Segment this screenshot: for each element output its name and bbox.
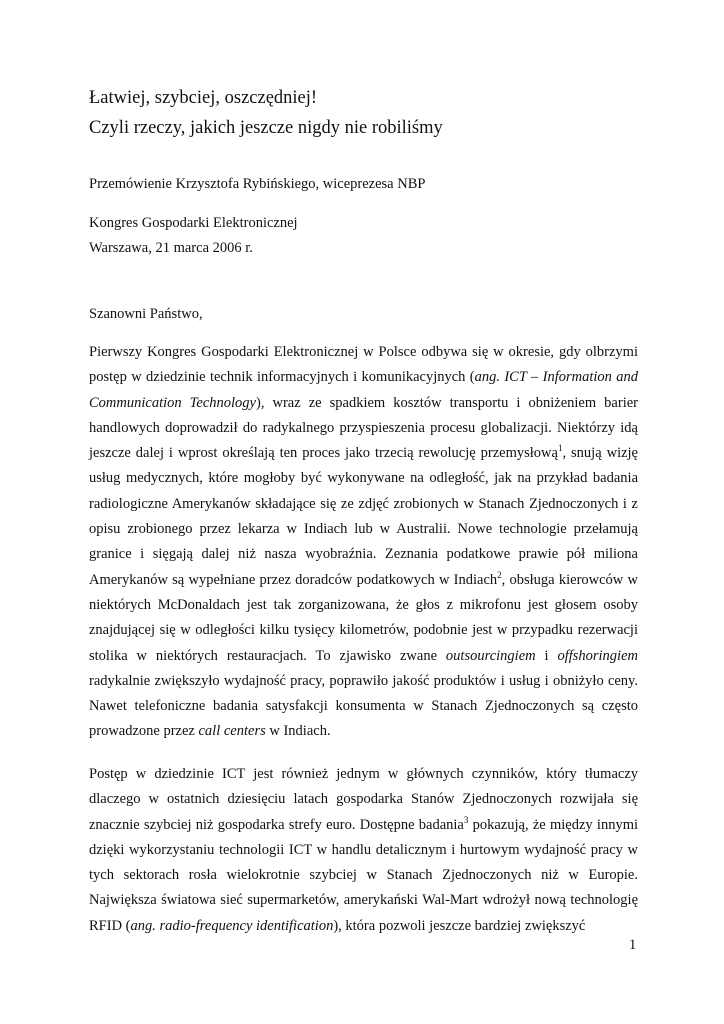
para1-text: w Indiach. bbox=[265, 723, 331, 740]
para1-text: Pierwszy Kongres Gospodarki Elektronicznej w Polsce odbywa się w okresie, gdy olbrzymi postęp w dziedzinie technik informacyjnych i komunikacyjnych ( bbox=[89, 344, 638, 386]
para2-text: ), która pozwoli jeszcze bardziej zwiększyć bbox=[333, 917, 586, 934]
footnote-ref-3[interactable]: 3 bbox=[463, 814, 469, 825]
footnote-ref-1[interactable]: 1 bbox=[557, 443, 563, 454]
title-line-2: Czyli rzeczy, jakich jeszcze nigdy nie robiliśmy bbox=[89, 118, 443, 138]
para1-text: , obsługa kierowców w niektórych McDonaldach jest tak zorganizowana, że głos z mikrofonu jest głosem osoby znajdującej się w odległości kilku tysięcy kilometrów, podobnie jest w przypadku rezerwacji stolika w niektórych restauracjach. To zjawisko zwane bbox=[89, 571, 638, 664]
para2-text: pokazują, że między innymi dzięki wykorzystaniu technologii ICT w handlu detalicznym i hurtowym wydajność pracy w tych sektorach rosła wielokrotnie szybciej w Stanach Zjednoczonych niż w Europie. Największa światowa sieć supermarketów, amerykański Wal-Mart wdrożył nową technologię RFID ( bbox=[89, 816, 638, 934]
para2-italic-rfid: ang. radio-frequency identification bbox=[130, 917, 334, 934]
para1-italic-offshoring: offshoringiem bbox=[557, 647, 638, 664]
para1-italic-outsourcing: outsourcingiem bbox=[445, 647, 536, 664]
paragraph-1 bbox=[89, 340, 638, 745]
para2-text: Postęp w dziedzinie ICT jest również jednym w głównych czynników, który tłumaczy dlaczego w ostatnich dziesięciu latach gospodarka Stanów Zjednoczonych rozwijała się znacznie szybciej niż gospodarka strefy euro. Dostępne badania bbox=[89, 766, 638, 833]
salutation: Szanowni Państwo, bbox=[89, 306, 203, 322]
event-name: Kongres Gospodarki Elektronicznej bbox=[89, 215, 298, 231]
para1-text: i bbox=[535, 647, 558, 664]
speech-author: Przemówienie Krzysztofa Rybińskiego, wiceprezesa NBP bbox=[89, 176, 426, 192]
para1-italic-ict: ang. ICT – Information and Communication Technology bbox=[89, 369, 638, 411]
place-date: Warszawa, 21 marca 2006 r. bbox=[89, 240, 253, 256]
para1-text: radykalnie zwiększyło wydajność pracy, poprawiło jakość produktów i usług i obniżyło ceny. Nawet telefoniczne badania satysfakcji konsumenta w Stanach Zjednoczonych są często prowadzone przez bbox=[89, 672, 638, 740]
para1-text: ), wraz ze spadkiem kosztów transportu i obniżeniem barier handlowych doprowadził do radykalnego przyspieszenia procesu globalizacji. Niektórzy idą jeszcze dalej i wprost określają ten proces jako trzecią rewolucję przemysłową bbox=[89, 394, 638, 462]
para1-text: , snują wizję usług medycznych, które mogłoby być wykonywane na odległość, jak na przykład badania radiologiczne Amerykanów składające się ze zdjęć zrobionych w Stanach Zjednoczonych i z opisu zrobionego przez lekarza w Indiach lub w Australii. Nowe technologie przełamują granice i sięgają dalej niż nasza wyobraźnia. Zeznania podatkowe prawie pół miliona Amerykanów są wypełniane przez doradców podatkowych w Indiach bbox=[89, 445, 638, 588]
page-number: 1 bbox=[629, 937, 637, 953]
title-line-1: Łatwiej, szybciej, oszczędniej! bbox=[89, 88, 318, 108]
footnote-ref-2[interactable]: 2 bbox=[497, 569, 502, 580]
para1-italic-call-centers: call centers bbox=[198, 723, 266, 740]
paragraph-2 bbox=[89, 762, 638, 939]
